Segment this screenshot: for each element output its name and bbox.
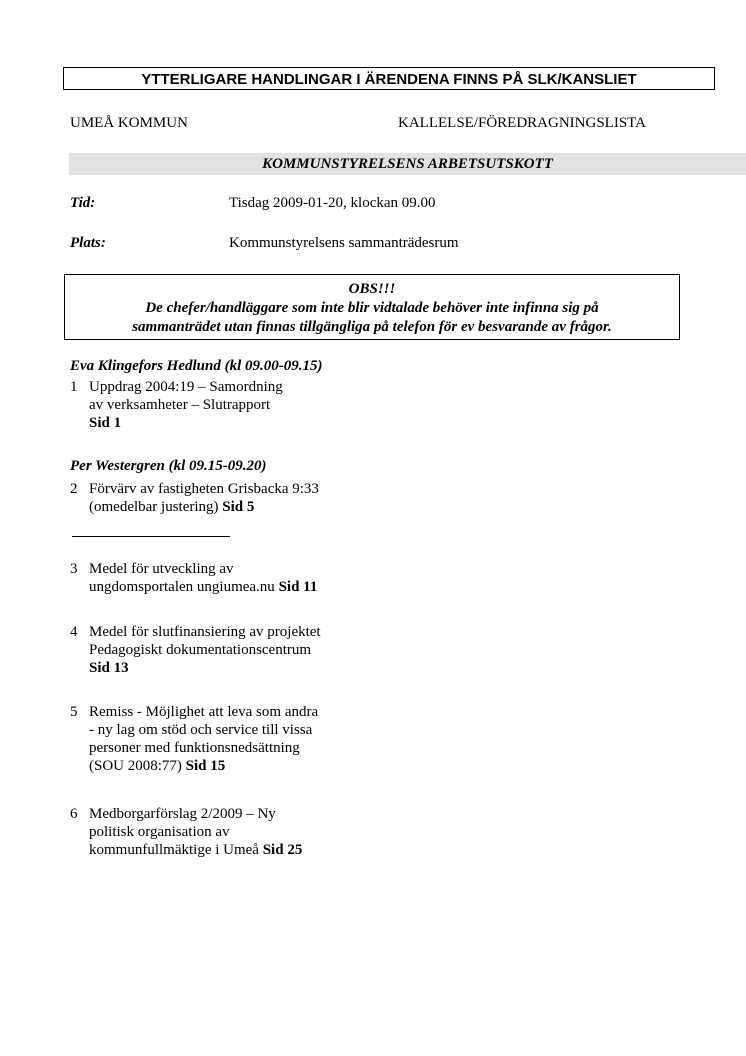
place-label: Plats: [70,235,106,251]
separator-rule [72,536,230,537]
item-number: 6 [70,806,78,822]
presenter-1: Eva Klingefors Hedlund (kl 09.00-09.15) [70,358,323,374]
item-text: kommunfullmäktige i Umeå [89,842,263,858]
item-text: personer med funktionsnedsättning [89,740,300,756]
page-reference: Sid 11 [278,579,318,595]
notice-line-2: sammanträdet utan finnas tillgängliga på telefon för ev besvarande av frågor. [132,319,612,335]
place-value: Kommunstyrelsens sammanträdesrum [229,235,459,251]
notice-title: OBS!!! [348,281,396,297]
item-number: 4 [70,624,78,640]
item-text: Medel för utveckling av [89,561,234,577]
item-number: 1 [70,379,78,395]
item-text: av verksamheter – Slutrapport [89,397,271,413]
item-number: 5 [70,704,78,720]
item-text: Pedagogiskt dokumentationscentrum [89,642,312,658]
item-text: (omedelbar justering) [89,499,223,515]
presenter-2: Per Westergren (kl 09.15-09.20) [70,458,267,474]
page-reference: Sid 25 [262,842,303,858]
item-text: Medel för slutfinansiering av projektet [89,624,321,640]
notice-banner: YTTERLIGARE HANDLINGAR I ÄRENDENA FINNS PÅ SLK/KANSLIET [63,67,715,90]
notice-box [64,274,680,340]
time-value: Tisdag 2009-01-20, klockan 09.00 [229,195,436,211]
item-text: ungdomsportalen ungiumea.nu [89,579,279,595]
notice-line-1: De chefer/handläggare som inte blir vidtalade behöver inte infinna sig på [145,300,599,316]
item-number: 2 [70,481,78,497]
committee-title: KOMMUNSTYRELSENS ARBETSUTSKOTT [69,153,746,175]
item-text: (SOU 2008:77) [89,758,186,774]
item-text: - ny lag om stöd och service till vissa [89,722,313,738]
time-label: Tid: [70,195,96,211]
item-text: Medborgarförslag 2/2009 – Ny [89,806,276,822]
item-text: Uppdrag 2004:19 – Samordning [89,379,283,395]
item-text: Remiss - Möjlighet att leva som andra [89,704,319,720]
document-type: KALLELSE/FÖREDRAGNINGSLISTA [398,115,646,131]
page-reference: Sid 15 [185,758,226,774]
item-number: 3 [70,561,78,577]
page-reference: Sid 5 [222,499,255,515]
page-reference: Sid 13 [89,660,129,676]
item-text: Förvärv av fastigheten Grisbacka 9:33 [89,481,319,497]
page-reference: Sid 1 [89,415,122,431]
municipality-name: UMEÅ KOMMUN [70,115,188,131]
item-text: politisk organisation av [89,824,230,840]
